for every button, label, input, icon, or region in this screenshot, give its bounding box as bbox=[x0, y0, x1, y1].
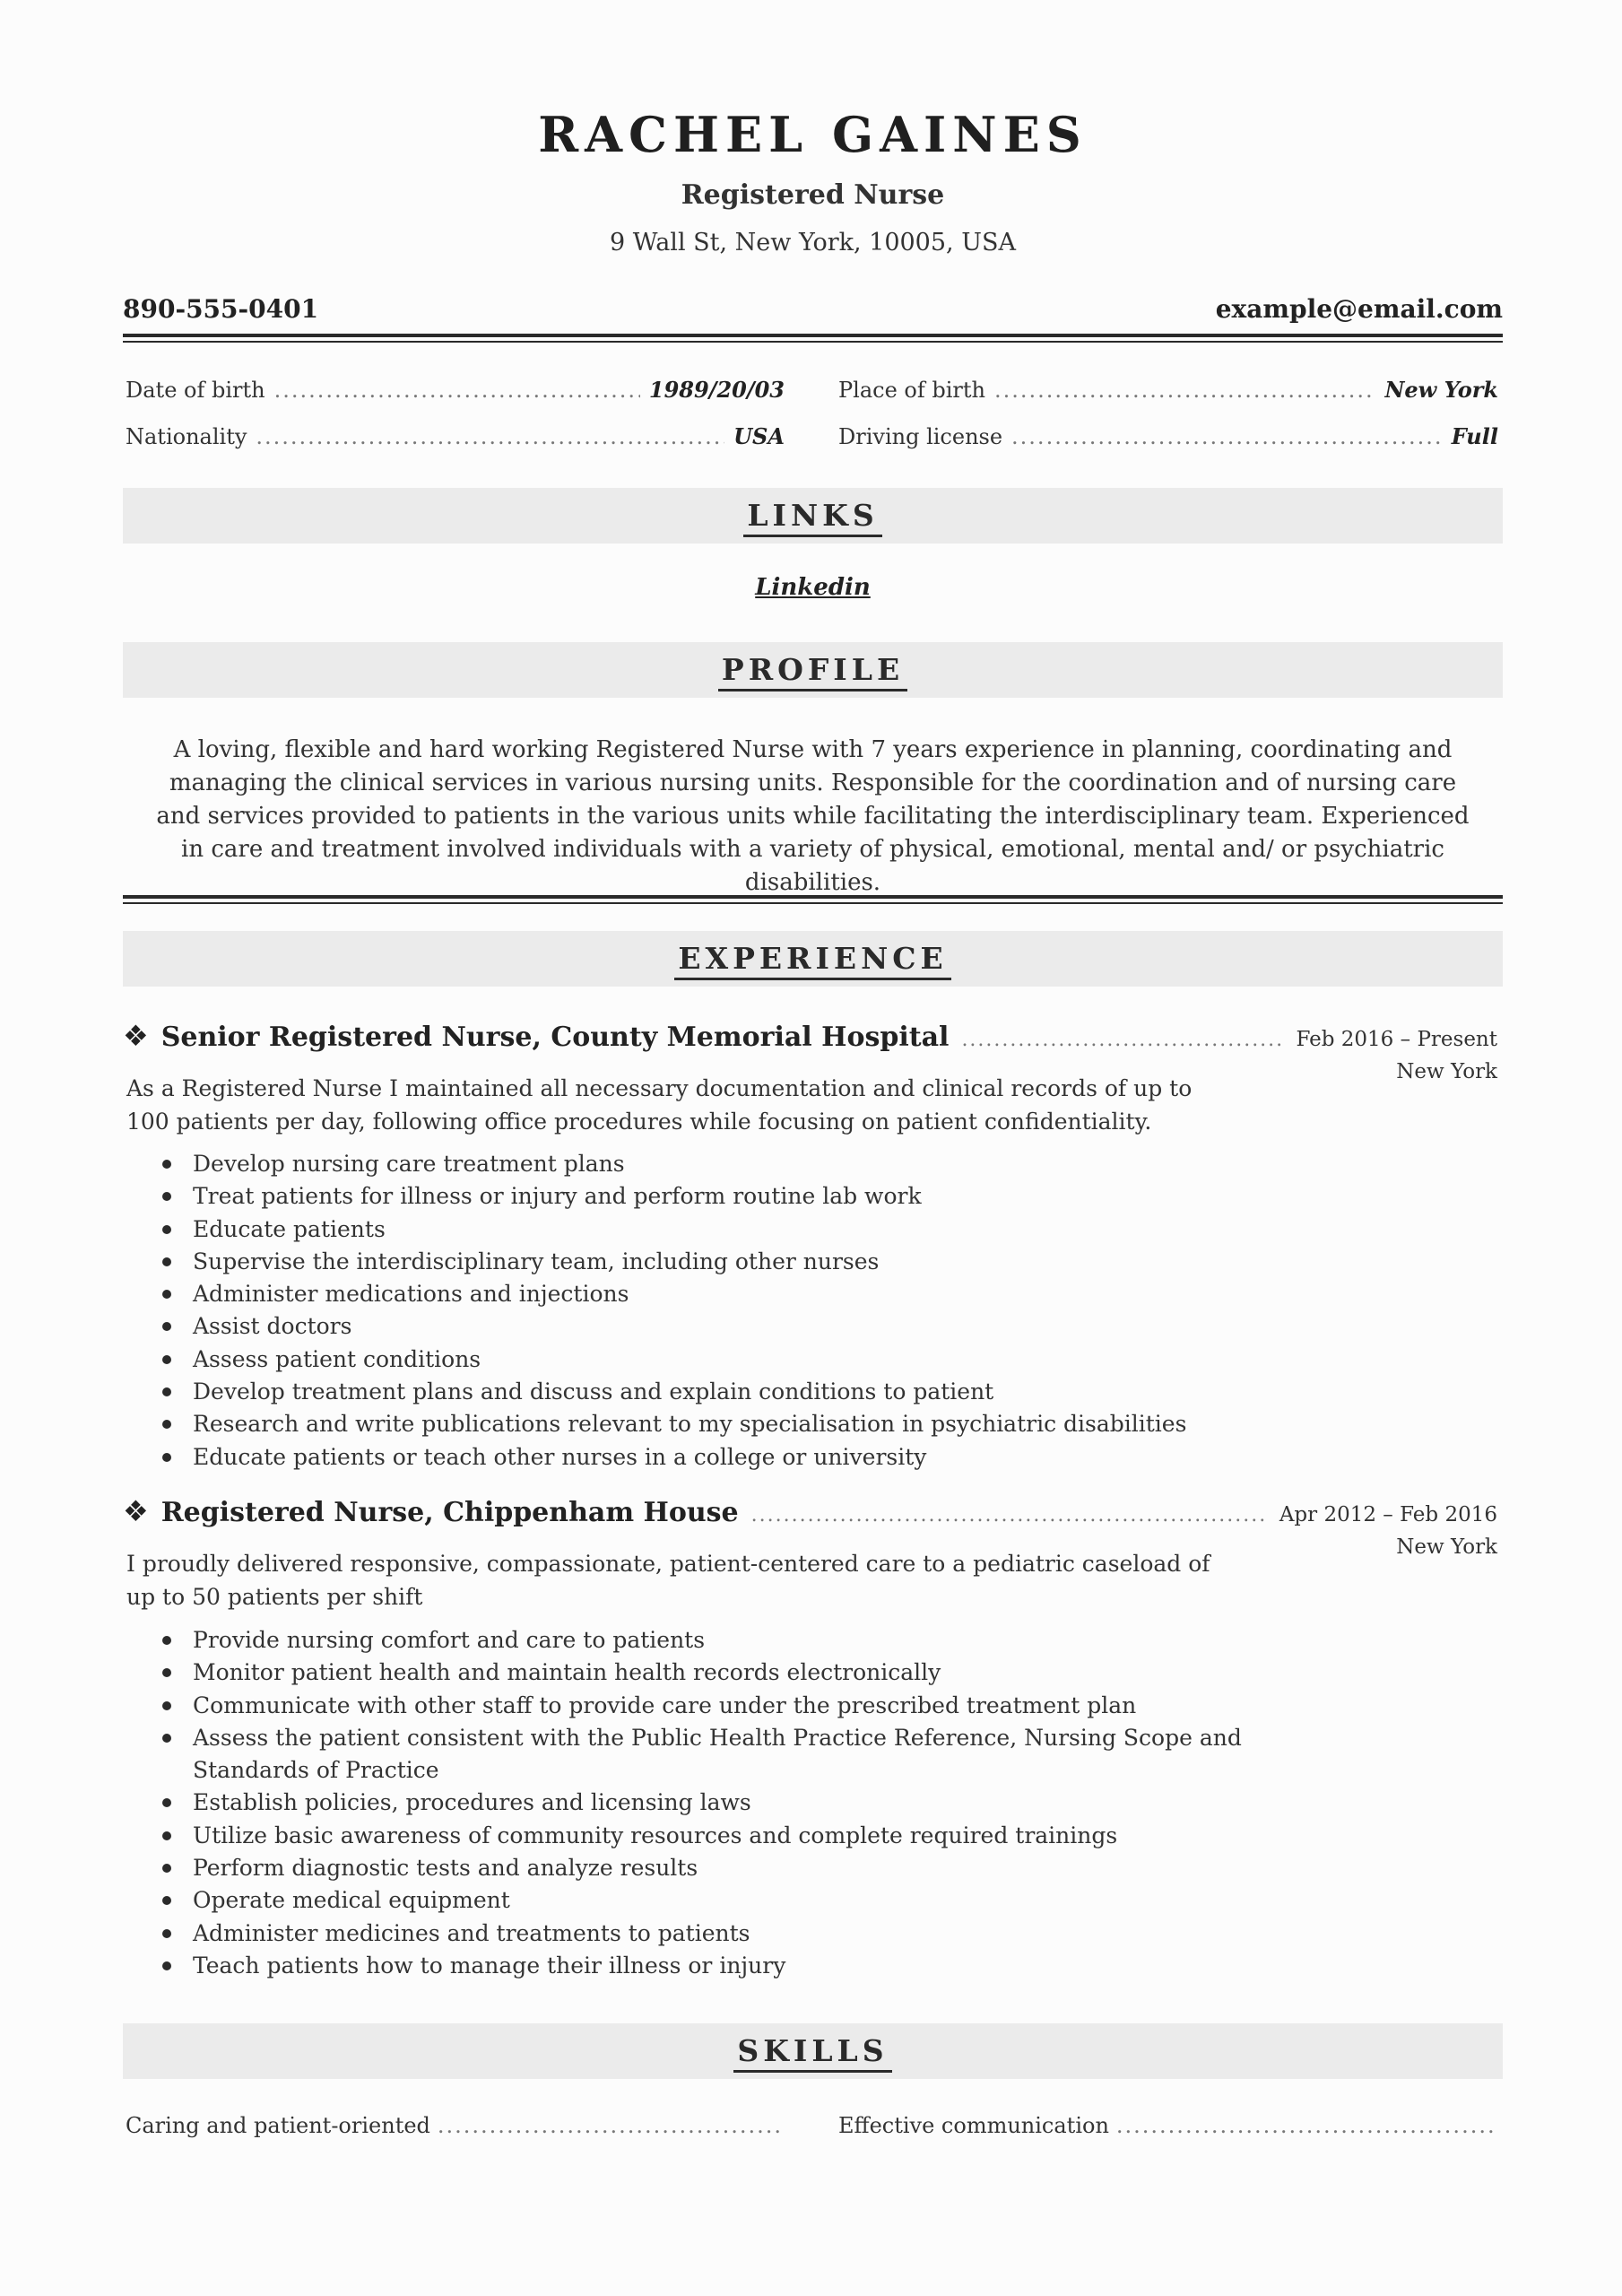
leader-dots bbox=[274, 378, 640, 403]
info-label: Date of birth bbox=[126, 378, 265, 403]
leader-dots bbox=[1011, 424, 1443, 449]
list-item: Administer medicines and treatments to patients bbox=[193, 1918, 1314, 1950]
list-item: Supervise the interdisciplinary team, including other nurses bbox=[193, 1246, 1314, 1278]
skill-name: Caring and patient-oriented bbox=[126, 2113, 430, 2138]
job-dates: Apr 2012 – Feb 2016 bbox=[1279, 1503, 1497, 1526]
list-item: Administer medications and injections bbox=[193, 1278, 1314, 1310]
job-header bbox=[123, 1494, 1503, 1528]
header-divider bbox=[123, 334, 1503, 343]
section-profile bbox=[123, 642, 1503, 698]
info-value: New York bbox=[1384, 377, 1498, 403]
job-location: New York bbox=[1396, 1060, 1497, 1083]
job-bullets bbox=[123, 1148, 1314, 1474]
job-location: New York bbox=[1396, 1535, 1497, 1559]
info-nationality bbox=[126, 423, 785, 449]
candidate-address: 9 Wall St, New York, 10005, USA bbox=[610, 229, 1016, 257]
job-dates: Feb 2016 – Present bbox=[1296, 1028, 1497, 1051]
job-title: Senior Registered Nurse, County Memorial Hospital bbox=[160, 1022, 950, 1053]
info-value: USA bbox=[733, 423, 785, 449]
list-item: Teach patients how to manage their illness or injury bbox=[193, 1950, 1314, 1982]
list-item: Develop nursing care treatment plans bbox=[193, 1148, 1314, 1180]
list-item: Perform diagnostic tests and analyze results bbox=[193, 1852, 1314, 1884]
leader-dots bbox=[751, 1504, 1267, 1526]
skill-item bbox=[126, 2113, 780, 2138]
phone-number: 890-555-0401 bbox=[123, 294, 319, 324]
leader-dots bbox=[438, 2113, 780, 2138]
list-item: Develop treatment plans and discuss and explain conditions to patient bbox=[193, 1376, 1314, 1408]
candidate-title: Registered Nurse bbox=[681, 179, 945, 211]
list-item: Provide nursing comfort and care to patients bbox=[193, 1624, 1314, 1657]
info-value: 1989/20/03 bbox=[648, 377, 785, 403]
leader-dots bbox=[994, 378, 1375, 403]
info-label: Nationality bbox=[126, 424, 247, 449]
job-bullets bbox=[123, 1624, 1314, 1982]
candidate-name: RACHEL GAINES bbox=[538, 106, 1088, 163]
list-item: Educate patients bbox=[193, 1213, 1314, 1246]
info-label: Driving license bbox=[838, 424, 1003, 449]
info-date-of-birth bbox=[126, 377, 785, 403]
contact-row bbox=[123, 294, 1503, 324]
section-title: PROFILE bbox=[718, 652, 907, 691]
list-item: Operate medical equipment bbox=[193, 1884, 1314, 1917]
list-item: Assess the patient consistent with the Public Health Practice Reference, Nursing Scope and Standards of Practice bbox=[193, 1722, 1314, 1787]
list-item: Utilize basic awareness of community resources and complete required trainings bbox=[193, 1820, 1314, 1852]
list-item: Research and write publications relevant to my specialisation in psychiatric disabilities bbox=[193, 1408, 1314, 1440]
skill-name: Effective communication bbox=[838, 2113, 1109, 2138]
list-item: Assist doctors bbox=[193, 1310, 1314, 1343]
leader-dots bbox=[1116, 2113, 1493, 2138]
list-item: Communicate with other staff to provide care under the prescribed treatment plan bbox=[193, 1690, 1314, 1722]
list-item: Treat patients for illness or injury and perform routine lab work bbox=[193, 1180, 1314, 1213]
info-label: Place of birth bbox=[838, 378, 985, 403]
leader-dots bbox=[256, 424, 724, 449]
email-address[interactable]: example@email.com bbox=[1215, 294, 1503, 324]
section-title: EXPERIENCE bbox=[674, 941, 950, 980]
list-item: Establish policies, procedures and licensing laws bbox=[193, 1787, 1314, 1819]
job-title: Registered Nurse, Chippenham House bbox=[160, 1497, 739, 1528]
section-title: SKILLS bbox=[733, 2033, 891, 2073]
job-description: I proudly delivered responsive, compassionate, patient-centered care to a pediatric caseload of up to 50 patients per shift bbox=[126, 1551, 1210, 1610]
list-item: Assess patient conditions bbox=[193, 1344, 1314, 1376]
list-item: Monitor patient health and maintain health records electronically bbox=[193, 1657, 1314, 1689]
profile-summary: A loving, flexible and hard working Registered Nurse with 7 years experience in planning, coordinating and managing the clinical services in various nursing units. Responsible for the coordination and of nursing care and services provided to patients in the various units while facilitating the interdisciplinary team. Experienced in care and treatment involved individuals with a variety of physical, emotional, mental and/ or psychiatric disabilities. bbox=[156, 736, 1470, 896]
info-driving-license bbox=[838, 423, 1498, 449]
section-skills bbox=[123, 2023, 1503, 2079]
profile-divider bbox=[123, 895, 1503, 904]
job-header bbox=[123, 1019, 1503, 1053]
list-item: Educate patients or teach other nurses in a college or university bbox=[193, 1441, 1314, 1474]
section-experience bbox=[123, 931, 1503, 987]
info-value: Full bbox=[1451, 423, 1498, 449]
four-diamond-icon: ❖ bbox=[123, 1494, 149, 1528]
job-description: As a Registered Nurse I maintained all necessary documentation and clinical records of up to 100 patients per day, following office procedures while focusing on patient confidentiality. bbox=[126, 1075, 1193, 1135]
linkedin-link[interactable]: Linkedin bbox=[755, 574, 871, 601]
section-title: LINKS bbox=[743, 498, 881, 537]
section-links bbox=[123, 488, 1503, 544]
info-place-of-birth bbox=[838, 377, 1498, 403]
skill-item bbox=[838, 2113, 1493, 2138]
four-diamond-icon: ❖ bbox=[123, 1019, 149, 1053]
leader-dots bbox=[961, 1029, 1283, 1051]
